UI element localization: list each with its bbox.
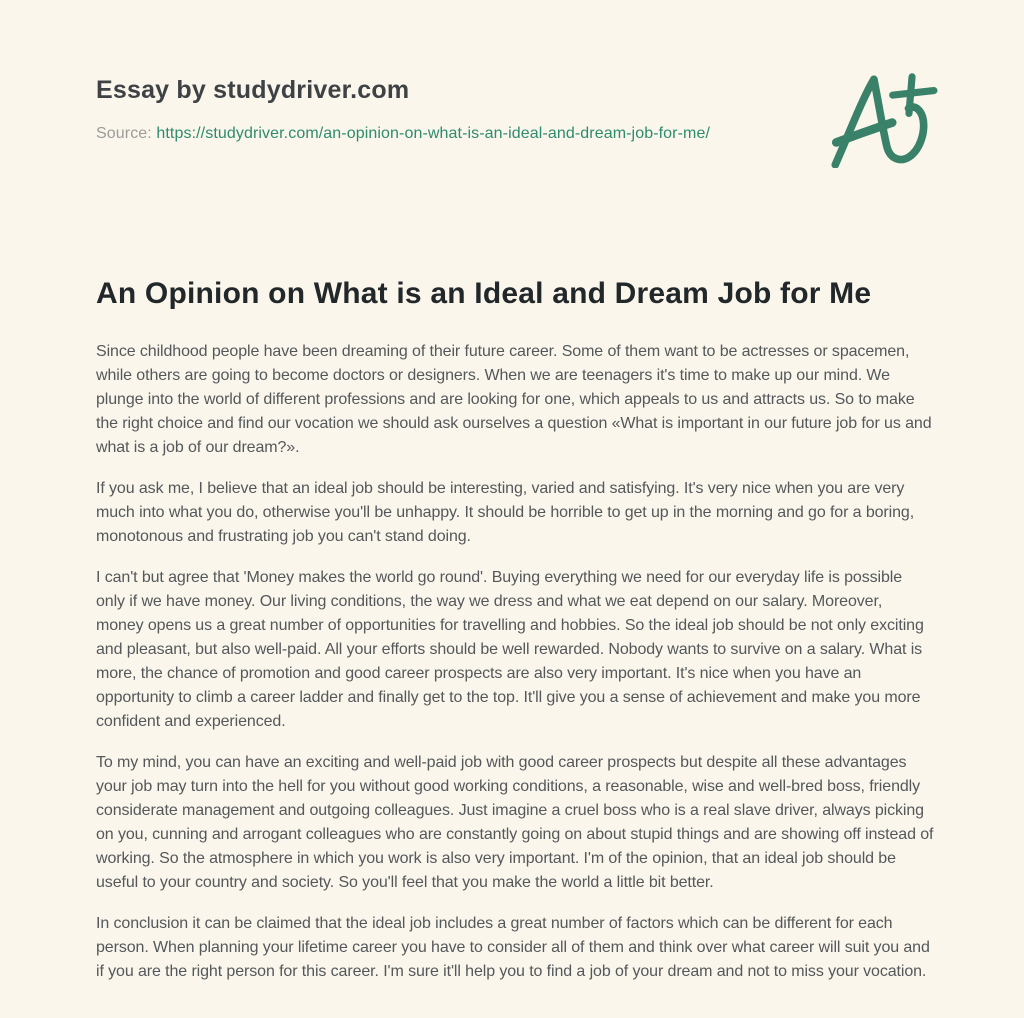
essay-paragraph-4: To my mind, you can have an exciting and well-paid job with good career prospects but despite all these advantages your job may turn into the hell for you without good working conditions, a reasonable, wise and well-bred boss, friendly considerate management and outgoing colleagues. Just imagine a cruel boss who is a real slave driver, always picking on you, cunning and arrogant colleagues who are constantly going on about stupid things and are showing off instead of working. So the atmosphere in which you work is also very important. I'm of the opinion, that an ideal job should be useful to your country and society. So you'll feel that you make the world a little bit better. (96, 754, 934, 891)
essay-title: An Opinion on What is an Ideal and Dream Job for Me (96, 277, 872, 310)
essay-paragraph-1: Since childhood people have been dreaming of their future career. Some of them want to be actresses or spacemen, while others are going to become doctors or designers. When we are teenagers it's time to make up our mind. We plunge into the world of different professions and are looking for one, which appeals to us and attracts us. So to make the right choice and find our vocation we should ask ourselves a question «What is important in our future job for us and what is a job of our dream?». (96, 343, 932, 456)
essay-paragraph-3: I can't but agree that 'Money makes the world go round'. Buying everything we need for our everyday life is possible only if we have money. Our living conditions, the way we dress and what we eat depend on our salary. Moreover, money opens us a great number of opportunities for travelling and hobbies. So the ideal job should be not only exciting and pleasant, but also well-paid. All your efforts should be well rewarded. Nobody wants to survive on a salary. What is more, the chance of promotion and good career prospects are also very important. It's nice when you have an opportunity to climb a career ladder and finally get to the top. It'll give you a sense of achievement and make you more confident and experienced. (96, 569, 924, 730)
page-header (96, 74, 940, 168)
essay-paragraph-2: If you ask me, I believe that an ideal job should be interesting, varied and satisfying. It's very nice when you are very much into what you do, otherwise you'll be unhappy. It should be horrible to get up in the morning and go for a boring, monotonous and frustrating job you can't stand doing. (96, 480, 915, 545)
header-text-block (96, 74, 710, 144)
essay-content (96, 276, 934, 984)
source-line (96, 124, 710, 144)
source-url-link[interactable]: https://studydriver.com/an-opinion-on-what-is-an-ideal-and-dream-job-for-me/ (156, 125, 710, 142)
essay-paragraph-5: In conclusion it can be claimed that the ideal job includes a great number of factors which can be different for each person. When planning your lifetime career you have to consider all of them and think over what career will suit you and if you are the right person for this career. I'm sure it'll help you to find a job of your dream and not to miss your vocation. (96, 915, 930, 980)
source-label: Source: (96, 125, 152, 142)
a-plus-logo-icon (820, 66, 940, 168)
site-heading: Essay by studydriver.com (96, 76, 410, 104)
